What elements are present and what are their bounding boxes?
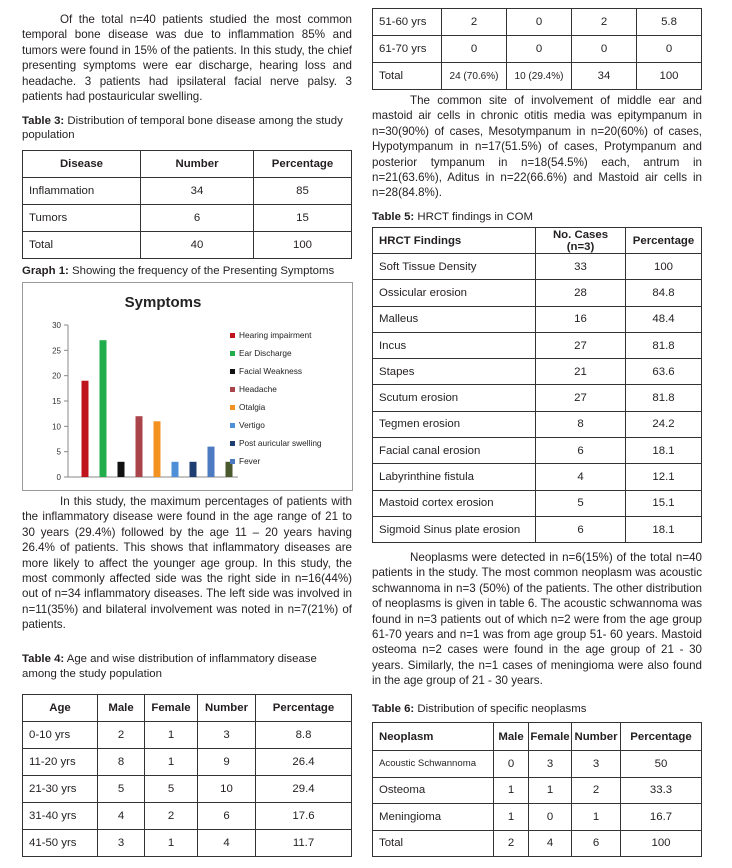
legend-label: Hearing impairment	[239, 330, 312, 340]
table4-caption: Table 4: Age and wise distribution of inflammatory disease among the study population	[22, 653, 317, 680]
bar-vertigo	[172, 462, 179, 477]
table3-caption: Table 3: Distribution of temporal bone disease among the study population	[22, 115, 343, 141]
table4-header-number: Number	[198, 695, 256, 722]
graph1-caption: Graph 1: Showing the frequency of the Presenting Symptoms	[22, 265, 335, 277]
legend-label: Facial Weakness	[239, 366, 303, 376]
chart-title: Symptoms	[124, 294, 202, 311]
table-row: 51-60 yrs 2 0 2 5.8	[373, 9, 702, 36]
table-row: Malleus 16 48.4	[373, 306, 702, 332]
legend-swatch	[230, 405, 235, 410]
bar-fever	[208, 447, 215, 477]
legend-swatch	[230, 387, 235, 392]
table5-caption: Table 5: HRCT findings in COM	[372, 211, 533, 223]
table6-header-neoplasm: Neoplasm	[373, 723, 494, 751]
table4-header-age: Age	[23, 695, 98, 722]
table-row: Scutum erosion 27 81.8	[373, 385, 702, 411]
legend-swatch	[230, 459, 235, 464]
legend-label: Headache	[239, 384, 277, 394]
table-row: 61-70 yrs 0 0 0 0	[373, 36, 702, 63]
table-row: Acoustic Schwannoma 0 3 3 50	[373, 751, 702, 778]
y-tick-label: 30	[52, 321, 61, 330]
age-paragraph: In this study, the maximum percentages of patients with the inflammatory disease were found in the age range of 21 to 30 years (29.4%) followed by the age 11 – 20 years having 26.4% of patients. This shows that inflammatory diseases are more likely to affect the younger age group. In this study, the most commonly affected side was the right side in n=16(44%) out of n=34 inflammatory diseases. The left side was involved in n=11(35%) and bilateral involvement was noted in n=7(21%) of patients.	[22, 495, 352, 632]
legend-swatch	[230, 441, 235, 446]
table4-continued	[372, 8, 702, 90]
table5-header-cases: No. Cases (n=3)	[536, 228, 626, 254]
table-row: Inflammation 34 85	[23, 178, 352, 205]
table-row: Soft Tissue Density 33 100	[373, 254, 702, 280]
legend-label: Post auricular swelling	[239, 438, 322, 448]
table6-header-female: Female	[529, 723, 572, 751]
table5	[372, 227, 702, 543]
table-row: Osteoma 1 1 2 33.3	[373, 777, 702, 804]
intro-paragraph: Of the total n=40 patients studied the most common temporal bone disease was due to inflammation 85% and tumors were found in 15% of the patients. In this study, the chief presenting symptoms were ear discharge, hearing loss and headache. 3 patients had ipsilateral facial nerve palsy. 3 patients had postauricular swelling.	[22, 13, 352, 104]
legend-label: Otalgia	[239, 402, 266, 412]
table3	[22, 150, 352, 259]
bar-facial-weakness	[118, 462, 125, 477]
y-tick-label: 0	[56, 473, 61, 482]
table-row: 21-30 yrs 5 5 10 29.4	[23, 776, 352, 803]
table6-caption: Table 6: Distribution of specific neoplasms	[372, 703, 587, 715]
legend-label: Ear Discharge	[239, 348, 292, 358]
table-row: Incus 27 81.8	[373, 332, 702, 358]
table-row: Meningioma 1 0 1 16.7	[373, 804, 702, 831]
table-row: Total 2 4 6 100	[373, 830, 702, 857]
table-row: Tegmen erosion 8 24.2	[373, 411, 702, 437]
table-row: Stapes 21 63.6	[373, 359, 702, 385]
y-tick-label: 5	[56, 447, 61, 457]
table-row: Labyrinthine fistula 4 12.1	[373, 464, 702, 490]
legend-swatch	[230, 369, 235, 374]
table-row: Total 40 100	[23, 232, 352, 259]
y-tick-label: 25	[52, 346, 61, 356]
table6-header-number: Number	[572, 723, 621, 751]
table3-header-number: Number	[141, 151, 254, 178]
symptoms-chart-svg	[23, 283, 352, 490]
legend-label: Vertigo	[239, 420, 265, 430]
table5-header-findings: HRCT Findings	[373, 228, 536, 254]
legend-swatch	[230, 351, 235, 356]
legend-swatch	[230, 333, 235, 338]
bar-ear-discharge	[100, 340, 107, 477]
y-tick-label: 10	[52, 422, 61, 432]
table-row: Total 24 (70.6%) 10 (29.4%) 34 100	[373, 63, 702, 90]
table-row: 41-50 yrs 3 1 4 11.7	[23, 830, 352, 857]
table6	[372, 722, 702, 857]
com-paragraph: The common site of involvement of middle ear and mastoid air cells in chronic otitis media was epitympanum in n=30(90%) of cases, Mesotympanum in n=20(60%) of cases, Hypotympanum in n=17(51.5%) of cases, Protympanum and posterior tympanum in n=18(54.5%) each, antrum in n=21(63.6%), Aditus in n=22(66.6%) and Mastoid air cells in n=28(84.8%).	[372, 94, 702, 200]
table6-header-percentage: Percentage	[621, 723, 702, 751]
table-row: Tumors 6 15	[23, 205, 352, 232]
y-tick-label: 20	[52, 371, 61, 381]
table-row: Sigmoid Sinus plate erosion 6 18.1	[373, 516, 702, 542]
table-row: Mastoid cortex erosion 5 15.1	[373, 490, 702, 516]
table4	[22, 694, 352, 857]
table3-header-percentage: Percentage	[254, 151, 352, 178]
table-row: 11-20 yrs 8 1 9 26.4	[23, 749, 352, 776]
table6-header-male: Male	[494, 723, 529, 751]
table4-header-percentage: Percentage	[256, 695, 352, 722]
table-row: 0-10 yrs 2 1 3 8.8	[23, 722, 352, 749]
bar-headache	[136, 416, 143, 477]
table4-header-male: Male	[98, 695, 145, 722]
bar-otalgia	[154, 421, 161, 477]
bar-hearing-impairment	[82, 381, 89, 477]
table4-header-female: Female	[145, 695, 198, 722]
table-row: Ossicular erosion 28 84.8	[373, 280, 702, 306]
table-row: 31-40 yrs 4 2 6 17.6	[23, 803, 352, 830]
neoplasm-paragraph: Neoplasms were detected in n=6(15%) of the total n=40 patients in the study. The most common neoplasm was acoustic schwannoma in n=3 (50%) of the patients. The other distribution of neoplasms is given in table 6. The acoustic schwannoma was found in n=3 patients out of which n=2 were from the age group 61-70 years and n=1 was from age group 51- 60 years. Mastoid osteoma n=2 cases were found in the age group of 21 - 30 years. Similarly, the n=1 cases of meningioma were also found in the age group of 21 - 30 years.	[372, 551, 702, 688]
legend-label: Fever	[239, 456, 261, 466]
bar-unlabeled	[226, 462, 233, 477]
bar-post-auricular-swelling	[190, 462, 197, 477]
table3-header-disease: Disease	[23, 151, 141, 178]
y-tick-label: 15	[52, 397, 61, 406]
symptoms-chart	[22, 282, 353, 491]
table5-header-percentage: Percentage	[626, 228, 702, 254]
legend-swatch	[230, 423, 235, 428]
table-row: Facial canal erosion 6 18.1	[373, 438, 702, 464]
